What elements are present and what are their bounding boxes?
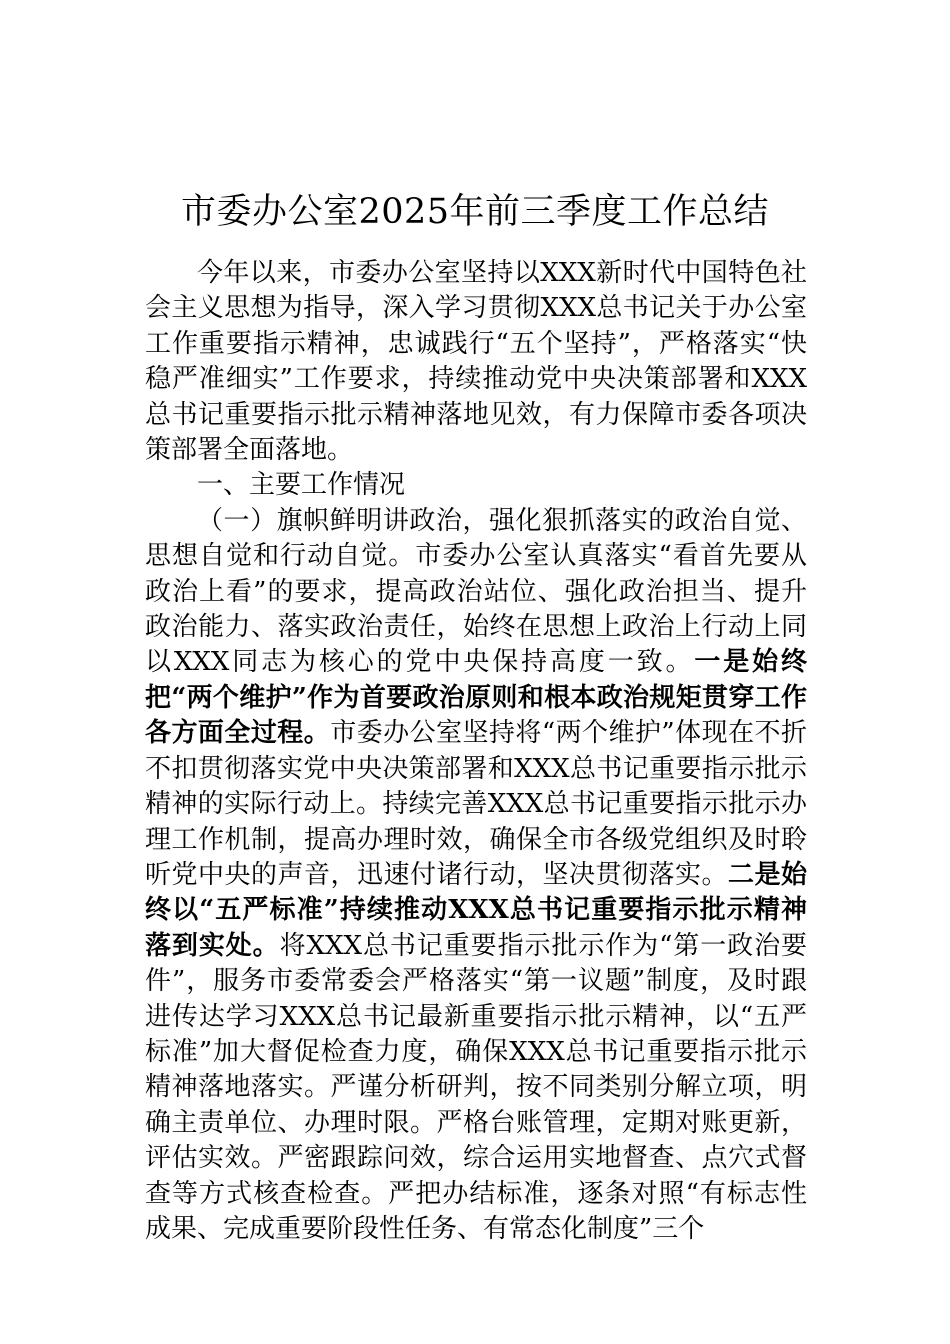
bold-point-two: 二是始终以“五严标准”持续推动XXX总书记重要指示批示精神落到实处。 [145,859,807,961]
document-body [145,256,807,1247]
paragraph-text-b: 市委办公室坚持将“两个维护”体现在不折不扣贯彻落实党中央决策部署和XXX总书记重要指示批示精神的实际行动上。持续完善XXX总书记重要指示批示办理工作机制，提高办理时效，确保全市各级党组织及时聆听党中央的声音，迅速付诸行动，坚决贯彻落实。 [145,718,807,890]
section-heading: 一、主要工作情况 [197,470,406,501]
bold-point-one: 一是始终把“两个维护”作为首要政治原则和根本政治规矩贯穿工作各方面全过程。 [145,647,807,749]
paragraph-text-c: 将XXX总书记重要指示批示作为“第一政治要件”，服务市委常委会严格落实“第一议题”制度，及时跟进传达学习XXX总书记最新重要指示批示精神，以“五严标准”加大督促检查力度，确保XXX总书记重要指示批示精神落地落实。严谨分析研判，按不同类别分解立项，明确主责单位、办理时限。严格台账管理，定期对账更新，评估实效。严密跟踪问效，综合运用实地督查、点穴式督查等方式核查检查。严把办结标准，逐条对照“有标志性成果、完成重要阶段性任务、有常态化制度”三个 [145,930,807,1244]
document-title: 市委办公室2025年前三季度工作总结 [180,192,770,233]
paragraph-text-a: （一）旗帜鲜明讲政治，强化狠抓落实的政治自觉、思想自觉和行动自觉。市委办公室认真落实“看首先要从政治上看”的要求，提高政治站位、强化政治担当、提升政治能力、落实政治责任，始终在思想上政治上行动上同以XXX同志为核心的党中央保持高度一致。 [145,505,807,678]
intro-paragraph: 今年以来，市委办公室坚持以XXX新时代中国特色社会主义思想为指导，深入学习贯彻XXX总书记关于办公室工作重要指示精神，忠诚践行“五个坚持”，严格落实“快稳严准细实”工作要求，持续推动党中央决策部署和XXX总书记重要指示批示精神落地见效，有力保障市委各项决策部署全面落地。 [145,258,807,466]
section-paragraph [145,504,807,1248]
